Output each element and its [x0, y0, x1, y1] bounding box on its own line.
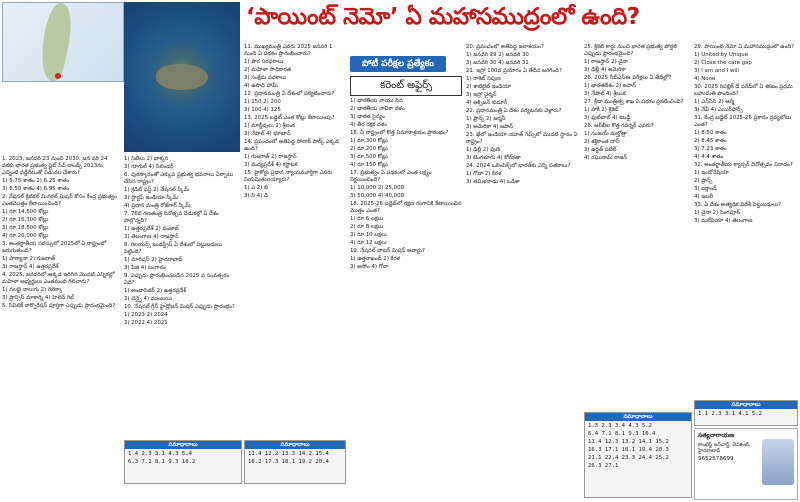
question-line: 1) చైనా 2) సింగపూర్	[694, 210, 740, 216]
answer-row: 1.1 2.3 3.1 4.1 5.2	[698, 411, 762, 417]
question-line: 6. పురస్కారంతో ఎక్కువ ప్రభుత్వ భవనాలు ఏర్పాటు చేసిన రాష్ట్రం?	[124, 172, 234, 185]
question-line: 5. సిపిలిక్ కార్పొరేషన్ పూర్తిగా ఎప్పుడు ప్రారంభమైంది?	[2, 303, 116, 309]
question-line: 8. రిలయన్స్ ఇండస్ట్రీస్ ఏ దేశంలో పెట్టుబడులు పెట్టింది?	[124, 242, 222, 255]
answer-box-4	[694, 400, 798, 426]
answer-grid	[245, 449, 345, 467]
section-badge: పోటీ పరీక్షల ప్రత్యేకం	[350, 56, 446, 72]
answer-box-title: సమాధానాలు	[125, 441, 241, 449]
question-line: 1) సిటీలు 2) భాక్కర్	[124, 156, 169, 162]
question-line: 3. అంతర్జాతీయ సదస్సులో 2025లో ఏ రాష్ట్రంలో జరుగుతుంది?	[2, 241, 107, 254]
question-line: 2) శక్తికాంత దాస్	[584, 139, 620, 145]
question-line: 1) క్రెడిట్ ఫస్ట్ 2) నేషనల్ స్కీమ్	[124, 187, 190, 193]
question-line: 3) ఫ్రాన్సిస్ మాకార్ని 4) హెలెన్ గిల్	[2, 295, 74, 301]
answer-row: 1.4 2.3 3.1 4.3 5.4	[128, 451, 192, 457]
question-line: 1) భారతదేశం 2) జపాన్	[584, 83, 636, 89]
question-line: 33. ఏ దేశం అత్యధిక విదేశీ పెట్టుబడులు?	[694, 202, 781, 208]
question-line: 3) 7.23 శాతం	[694, 146, 727, 152]
question-line: 1) హర్యానా 2) గుజరాత్	[2, 256, 56, 262]
question-line: 20. ప్రపంచంలో అతిపెద్ద జలాశయం?	[466, 44, 544, 50]
question-line: 1) రూ.14,500 కోట్లు	[2, 209, 49, 215]
answer-box-title: సమాధానాలు	[245, 441, 345, 449]
question-line: 1) రూ.6 లక్షలు	[350, 216, 384, 222]
question-column-3	[244, 44, 346, 434]
answer-grid	[585, 421, 691, 471]
answer-row: 1.3 2.3 3.4 4.3 5.2	[588, 423, 652, 429]
question-line: 3) 50,000 4) 40,000	[350, 193, 404, 199]
question-line: 1) అంబాసిడర్ 2) ఉత్తరప్రదేశ్	[124, 288, 187, 294]
question-line: 3) ఫుట్‌బాల్ 4) కబడ్డీ	[584, 115, 631, 121]
answer-box-3	[584, 412, 692, 498]
question-line: 30. 2025 రిపబ్లిక్ డే పరేడ్‌లో ఏ శకటం ప్రథమ బహుమతి పొందింది?	[694, 84, 793, 97]
question-line: 1) ఎ 2) బి	[244, 185, 269, 191]
question-line: 1) పౌర సరఫరాలు	[244, 59, 284, 65]
author-photo	[762, 439, 794, 485]
question-line: 19. నేషనల్ వాటర్ మిషన్ అవార్డు?	[350, 248, 425, 254]
question-line: 2) ఫ్రాన్స్	[694, 178, 713, 184]
question-line: 1) రాకెట్ నిపుణ	[466, 76, 501, 82]
answer-row: 6.4 7.1 8.1 9.3 10.4	[588, 431, 656, 437]
question-line: 1) మారిషస్ 2) హైదరాబాద్	[124, 257, 183, 263]
section-subtitle: కరెంట్ అఫైర్స్	[350, 76, 462, 96]
answer-row: 21.1 22.4 23.3 24.4 25.2	[588, 455, 669, 461]
question-line: 22. ప్రధానమంత్రి ఏ దేశం పర్యటనకు వెళ్లారు?	[466, 108, 562, 114]
point-nemo-marker	[55, 73, 61, 79]
answer-row: 16.3 17.1 18.1 19.4 20.3	[588, 447, 669, 453]
question-line: 1) 10,000 2) 25,000	[350, 185, 404, 191]
question-line: 3) రాజస్థాన్ 4) ఉత్తరప్రదేశ్	[2, 264, 59, 270]
question-line: 24. 2024 ఒలింపిక్స్‌లో భారత్‌కు ఎన్ని పతకాలు?	[466, 163, 571, 169]
question-line: 3) చెన్నై 4) ముంబయి	[124, 296, 172, 302]
question-line: 1) జనవరి 29 2) జనవరి 30	[466, 52, 529, 58]
question-line: 3) ఇస్రో చైర్మన్	[466, 92, 497, 98]
question-line: 1) గోవా 2) కేరళ	[466, 171, 502, 177]
island-aerial-photo	[124, 2, 240, 152]
question-line: 4) రఘురామ్ రాజన్	[584, 155, 628, 161]
question-line: 2) భారతీయ నావికా దళం	[350, 106, 405, 112]
question-line: 4) రూ.12 లక్షలు	[350, 240, 387, 246]
question-column-2	[124, 156, 238, 436]
question-line: 3) తమిళనాడు 4) ఒడిశా	[466, 179, 520, 185]
question-line: 4) రూ.20,000 కోట్లు	[2, 233, 49, 239]
question-line: 10. నేషనల్ గ్రీన్ హైడ్రోజన్ మిషన్ ఎప్పుడు ప్రారంభం?	[124, 304, 235, 310]
answer-row: 16.2 17.3 18.1 19.2 20.4	[248, 459, 329, 465]
question-line: 28. ఆర్‌బీఐ కొత్త గవర్నర్ ఎవరు?	[584, 123, 654, 129]
question-line: 3) జనవరి 30 4) జనవరి 31	[466, 60, 529, 66]
answer-row: 26.3 27.1	[588, 463, 619, 469]
question-line: 9. ఎప్పుడు ప్రారంభించబడిన 2025 వ సంవత్సరం ఏది?	[124, 273, 230, 286]
question-line: 3) సి 4) డి	[244, 193, 268, 199]
question-line: 3) 100 4) 125	[244, 107, 281, 113]
question-line: 1) మాల్దీవులు 2) శ్రీలంక	[244, 123, 295, 129]
question-line: 1) రాజస్థాన్ 2) చైనా	[584, 59, 629, 65]
question-line: 2) మహిళా సాధికారత	[244, 67, 292, 73]
question-line: 17. ప్రభుత్వం ఏ పథకంలో ఎంత లక్ష్యం నిర్ణయించింది?	[350, 170, 432, 183]
question-line: 11. ముఖ్యమంత్రి ఎవరు 2025 జనవరి 1 నుండి ఏ పథకం ప్రారంభించారు?	[244, 44, 333, 57]
question-line: 2) రూ.8 లక్షలు	[350, 224, 384, 230]
question-line: 3) నేపాల్ 4) శ్రీలంక	[584, 91, 626, 97]
author-card	[694, 428, 798, 500]
question-line: 4) ఆక్సిజన్ కుమార్	[466, 100, 508, 106]
question-line: 2. నేషనల్ క్రిటికల్ మినరల్ మిషన్ కోసం కేంద్ర ప్రభుత్వం ఎంతమొత్తం కేటాయించింది?	[2, 194, 117, 207]
author-phone: 9652578699	[698, 456, 734, 462]
answer-box-2	[244, 440, 346, 484]
answer-box-title: సమాధానాలు	[695, 401, 797, 409]
question-line: 2) రూ.16,300 కోట్లు	[2, 217, 49, 223]
question-line: 27. క్రీడా మంత్రిత్వ శాఖ ఏ పథకం ప్రకటించింది?	[584, 99, 684, 105]
question-line: 1) ఉత్తరాఖండ్ 2) కేరళ	[350, 256, 401, 262]
question-line: 3) రూ.10 లక్షలు	[350, 232, 387, 238]
author-name: సత్యనారాయణ	[698, 432, 735, 439]
question-line: 3) సంక్షేమ పథకాలు	[244, 75, 286, 81]
question-line: 3) ఢిల్లీ 4) అమెరికా	[584, 67, 627, 73]
question-line: 18. 2025-26 బడ్జెట్‌లో రక్షణ రంగానికి కేటాయించిన మొత్తం ఎంత?	[350, 201, 462, 214]
question-line: 3) 6.50 శాతం 4) 6.95 శాతం	[2, 186, 70, 192]
question-line: 3) అమెరికా 4) జపాన్	[466, 124, 514, 130]
continent-shape	[35, 2, 77, 82]
question-line: 23. ఖేలో ఇండియా యూత్ గేమ్స్‌లో మొదటి స్థానం ఏ రాష్ట్రం?	[466, 132, 578, 145]
question-line: 4) None	[694, 76, 716, 82]
question-line: 7. 76వ గణతంత్ర దినోత్సవ వేడుకల్లో ఏ దేశం పాల్గొన్నది?	[124, 211, 219, 224]
question-line: 14. ప్రపంచంలో అతిపెద్ద సోలార్ పార్క్ ఎక్కడ ఉంది?	[244, 139, 339, 152]
question-line: 29. పాయింట్ నెమో ఏ మహాసముద్రంలో ఉంది?	[694, 44, 794, 50]
question-line: 2) 8.45 శాతం	[694, 138, 727, 144]
question-column-7	[694, 44, 798, 424]
question-line: 1) 8.50 శాతం	[694, 130, 727, 136]
question-line: 1) ఇండోనేషియా	[694, 170, 729, 176]
question-line: 2) Close the care gap	[694, 60, 752, 66]
question-line: 25. క్రికెట్ కార్డు నుంచి భారత ప్రభుత్వ పోర్టల్ ఎప్పుడు ప్రారంభమైంది?	[584, 44, 677, 57]
answer-row: 6.3 7.1 8.1 9.3 10.2	[128, 459, 196, 465]
question-line: 4) ప్రధాన మంత్రి రోజ్‌గార్ స్కీమ్	[124, 203, 191, 209]
question-line: 4) 4.4 శాతం	[694, 154, 724, 160]
question-line: 1) రూ.300 కోట్లు	[350, 138, 388, 144]
question-line: 1) United by Unique	[694, 52, 749, 58]
world-map-image	[2, 2, 124, 82]
question-column-1	[2, 156, 120, 496]
question-line: 32. అంతర్జాతీయ క్యాన్సర్ దినోత్సవం నినాదం?	[694, 162, 793, 168]
question-line: 12. ప్రధానమంత్రి ఏ దేశంలో పర్యటించారు?	[244, 91, 335, 97]
question-line: 1) 150 2) 200	[244, 99, 281, 105]
question-column-6	[584, 44, 690, 408]
question-line: 3) ఉర్జిత్ పటేల్	[584, 147, 617, 153]
author-designation: కాంటెస్ట్ ఇన్‌చార్జ్, చెవికంటి, హైదరాబాద్	[698, 442, 751, 454]
question-line: 4) రూ.150 కోట్లు	[350, 162, 388, 168]
question-line: 1) 2023 2) 2024	[124, 312, 168, 318]
question-line: 3) ఐర్లాండ్	[694, 186, 717, 192]
question-line: 3) బెంగళూరు 4) కోల్‌కతా	[466, 155, 521, 161]
question-line: 1) ఫ్రాన్స్ 2) జర్మనీ	[466, 116, 506, 122]
question-line: 2) రూ.200 కోట్లు	[350, 146, 388, 152]
question-line: 3) I am and I will	[694, 68, 739, 74]
island-shape	[156, 64, 208, 90]
question-line: 26. 2025 సీబీఎస్ఈ పరీక్షలు ఏ తేదీల్లో?	[584, 75, 672, 81]
answer-grid	[695, 409, 797, 419]
question-line: 1) భారతీయ వాయు సేన	[350, 98, 403, 104]
question-line: 4) ఉపాధి హామీ	[244, 83, 278, 89]
question-line: 3) రూ.18,500 కోట్లు	[2, 225, 49, 231]
question-line: 13. 2025 బడ్జెట్ ఎంత కోట్లు కేటాయింపు?	[244, 115, 335, 121]
question-line: 3) మధ్యప్రదేశ్ 4) కర్ణాటక	[244, 162, 298, 168]
question-line: 3) నేవీ 4) ఎయిర్‌ఫోర్స్	[694, 107, 743, 113]
answer-grid	[125, 449, 241, 467]
question-line: 3) స్టార్టప్ ఇండియా స్కీమ్	[124, 195, 179, 201]
question-line: 3) అసోం 4) గోవా	[350, 264, 389, 270]
question-line: 1) ఎన్‌సీసీ 2) ఆర్మీ	[694, 99, 735, 105]
question-line: 1) గుజరాత్ 2) రాజస్థాన్	[244, 154, 297, 160]
question-line: 3) 2022 4) 2021	[124, 320, 168, 326]
question-line: 31. కేంద్ర బడ్జెట్ 2025-26 ప్రకారం ద్రవ్యలోటు ఎంత?	[694, 115, 792, 128]
question-line: 1. 2023, జనవరి 23 నుంచి 2030, జన వరి 24 వరకు భారత ప్రభుత్వ ఫ్లైట్ సేవ్ బాండ్స్ 2023ను ఎన్నింటి వడ్డీరేటుతో విడుదల చేశారు?	[2, 156, 108, 176]
question-line: 1) హాకీ 2) క్రికెట్	[584, 107, 619, 113]
question-line: 1) సంజయ్ మల్హోత్రా	[584, 131, 628, 137]
question-line: 3) తెలంగాణ 4) రాజస్థాన్	[124, 234, 179, 240]
question-line: 15. హైకోర్టు ప్రధాన న్యాయమూర్తిగా ఎవరు నియమితులయ్యారు?	[244, 170, 333, 183]
question-line: 4) తీర రక్షక దళం	[350, 122, 387, 128]
question-column-4	[350, 98, 462, 496]
question-line: 16. ఏ రాష్ట్రంలో కొత్త విమానాశ్రయం ప్రారంభం?	[350, 130, 449, 136]
answer-row: 11.4 12.2 13.3 14.2 15.4	[248, 451, 329, 457]
question-line: 4) ఇటలీ	[694, 194, 714, 200]
question-line: 3) భారత సైన్యం	[350, 114, 385, 120]
question-line: 4. 2025, జనవరిలో ఆక్కడ జరిగిన మొదటి ఎన్నికల్లో మహిళా అభ్యర్థులు ఎంతమంది గెలిచారు?	[2, 272, 115, 285]
question-line: 3) మలేషియా 4) తెలంగాణ	[694, 218, 753, 224]
question-line: 21. ఇస్రో 100వ ప్రయోగం ఏ తేదీన జరిగింది?	[466, 68, 562, 74]
answer-box-title: సమాధానాలు	[585, 413, 691, 421]
question-column-5	[466, 44, 580, 496]
question-line: 2) శాటిలైట్ ఇండియా	[466, 84, 511, 90]
answer-box-1	[124, 440, 242, 484]
question-line: 1) ఢిల్లీ 2) పుణె	[466, 147, 500, 153]
question-line: 1) ఉత్తరప్రదేశ్ 2) పంజాబ్	[124, 226, 179, 232]
question-line: 1) 5.75 శాతం 2) 6.25 శాతం	[2, 178, 70, 184]
answer-row: 11.4 12.3 13.2 14.1 15.2	[588, 439, 669, 445]
question-line: 3) రూ.500 కోట్లు	[350, 154, 388, 160]
question-line: 3) నేపాల్ 4) భూటాన్	[244, 131, 291, 137]
question-line: 3) ఫిజి 4) బంగారం	[124, 265, 166, 271]
page-headline: ‘పాయింట్ నెమో’ ఏ మహాసముద్రంలో ఉంది?	[246, 4, 640, 30]
question-line: 3) గూగుల్ 4) సిలిండర్	[124, 164, 174, 170]
question-line: 1) నలభై నాలుగు 2) రెబెక్కా	[2, 287, 63, 293]
